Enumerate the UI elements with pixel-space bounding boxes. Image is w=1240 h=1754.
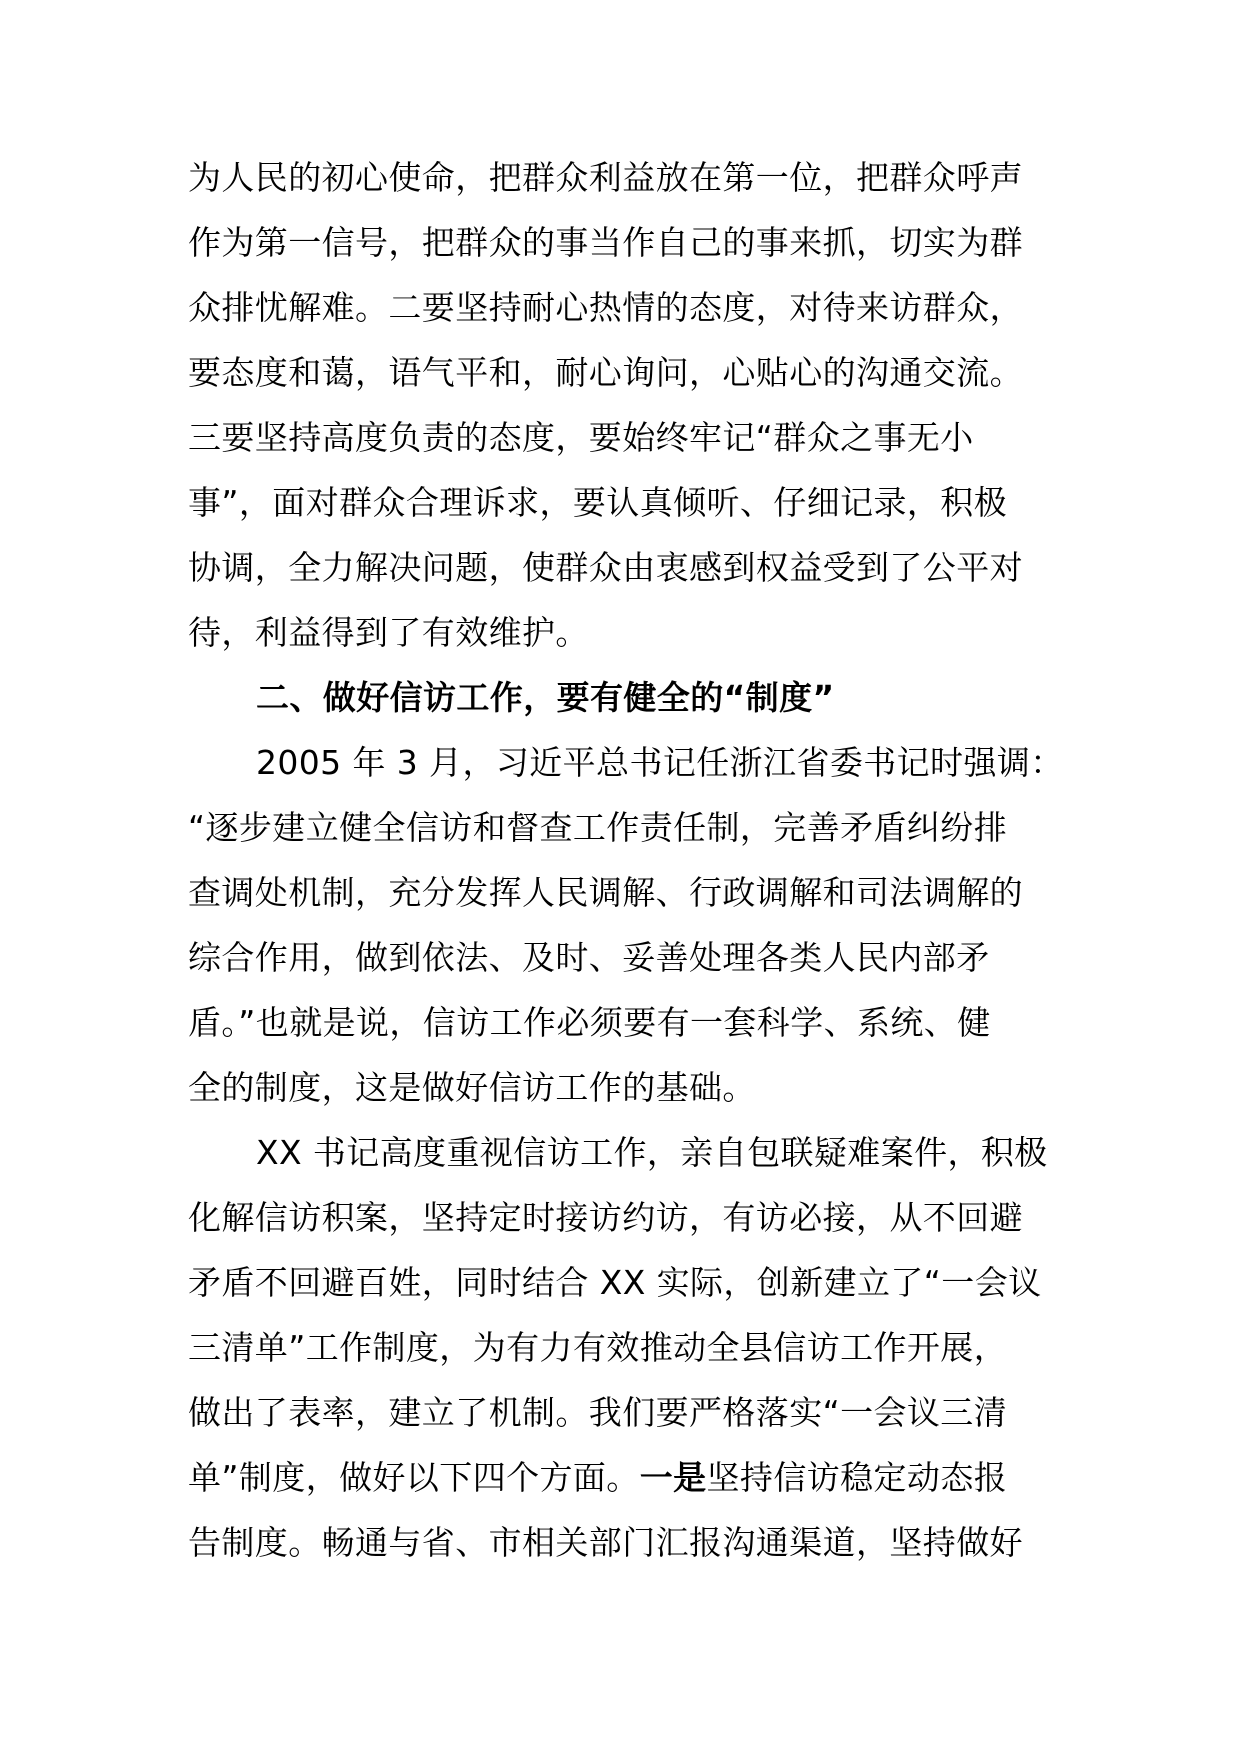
text-line: 作为第一信号，把群众的事当作自己的事来抓，切实为群 [188, 223, 1023, 262]
text-line: 矛盾不回避百姓，同时结合 XX 实际，创新建立了“一会议 [188, 1263, 1042, 1302]
paragraph-continued [188, 145, 1068, 665]
text-line: 化解信访积案，坚持定时接访约访，有访必接，从不回避 [188, 1198, 1023, 1237]
text-run: 坚持信访稳定动态报 [706, 1458, 1008, 1497]
text-line: 2005 年 3 月，习近平总书记任浙江省委书记时强调： [256, 743, 1064, 782]
text-line: 综合作用，做到依法、及时、妥善处理各类人民内部矛 [188, 938, 990, 977]
section-heading: 二、做好信访工作，要有健全的“制度” [256, 678, 835, 717]
paragraph-quote [188, 730, 1068, 1120]
text-line: 做出了表率，建立了机制。我们要严格落实“一会议三清 [188, 1393, 1008, 1432]
text-run: 单”制度，做好以下四个方面。 [188, 1458, 640, 1497]
text-line: 三要坚持高度负责的态度，要始终牢记“群众之事无小 [188, 418, 974, 457]
text-line: 三清单”工作制度，为有力有效推动全县信访工作开展， [188, 1328, 1008, 1367]
text-line: 待，利益得到了有效维护。 [188, 613, 589, 652]
paragraph-system [188, 1120, 1068, 1575]
text-line: XX 书记高度重视信访工作，亲自包联疑难案件，积极 [256, 1133, 1048, 1172]
text-line: 协调，全力解决问题，使群众由衷感到权益受到了公平对 [188, 548, 1023, 587]
section-heading-block [188, 665, 1068, 730]
emphasis-run: 一是 [639, 1458, 707, 1497]
text-line: 查调处机制，充分发挥人民调解、行政调解和司法调解的 [188, 873, 1023, 912]
text-line: 告制度。畅通与省、市相关部门汇报沟通渠道，坚持做好 [188, 1523, 1023, 1562]
text-line: “逐步建立健全信访和督查工作责任制，完善矛盾纠纷排 [188, 808, 1008, 847]
text-line: 事”，面对群众合理诉求，要认真倾听、仔细记录，积极 [188, 483, 1008, 522]
text-line: 盾。”也就是说，信访工作必须要有一套科学、系统、健 [188, 1003, 991, 1042]
text-line: 众排忧解难。二要坚持耐心热情的态度，对待来访群众， [188, 288, 1023, 327]
text-line: 为人民的初心使命，把群众利益放在第一位，把群众呼声 [188, 158, 1023, 197]
text-line: 要态度和蔼，语气平和，耐心询问，心贴心的沟通交流。 [188, 353, 1023, 392]
text-line-mixed [188, 1445, 1068, 1510]
text-line: 全的制度，这是做好信访工作的基础。 [188, 1068, 756, 1107]
